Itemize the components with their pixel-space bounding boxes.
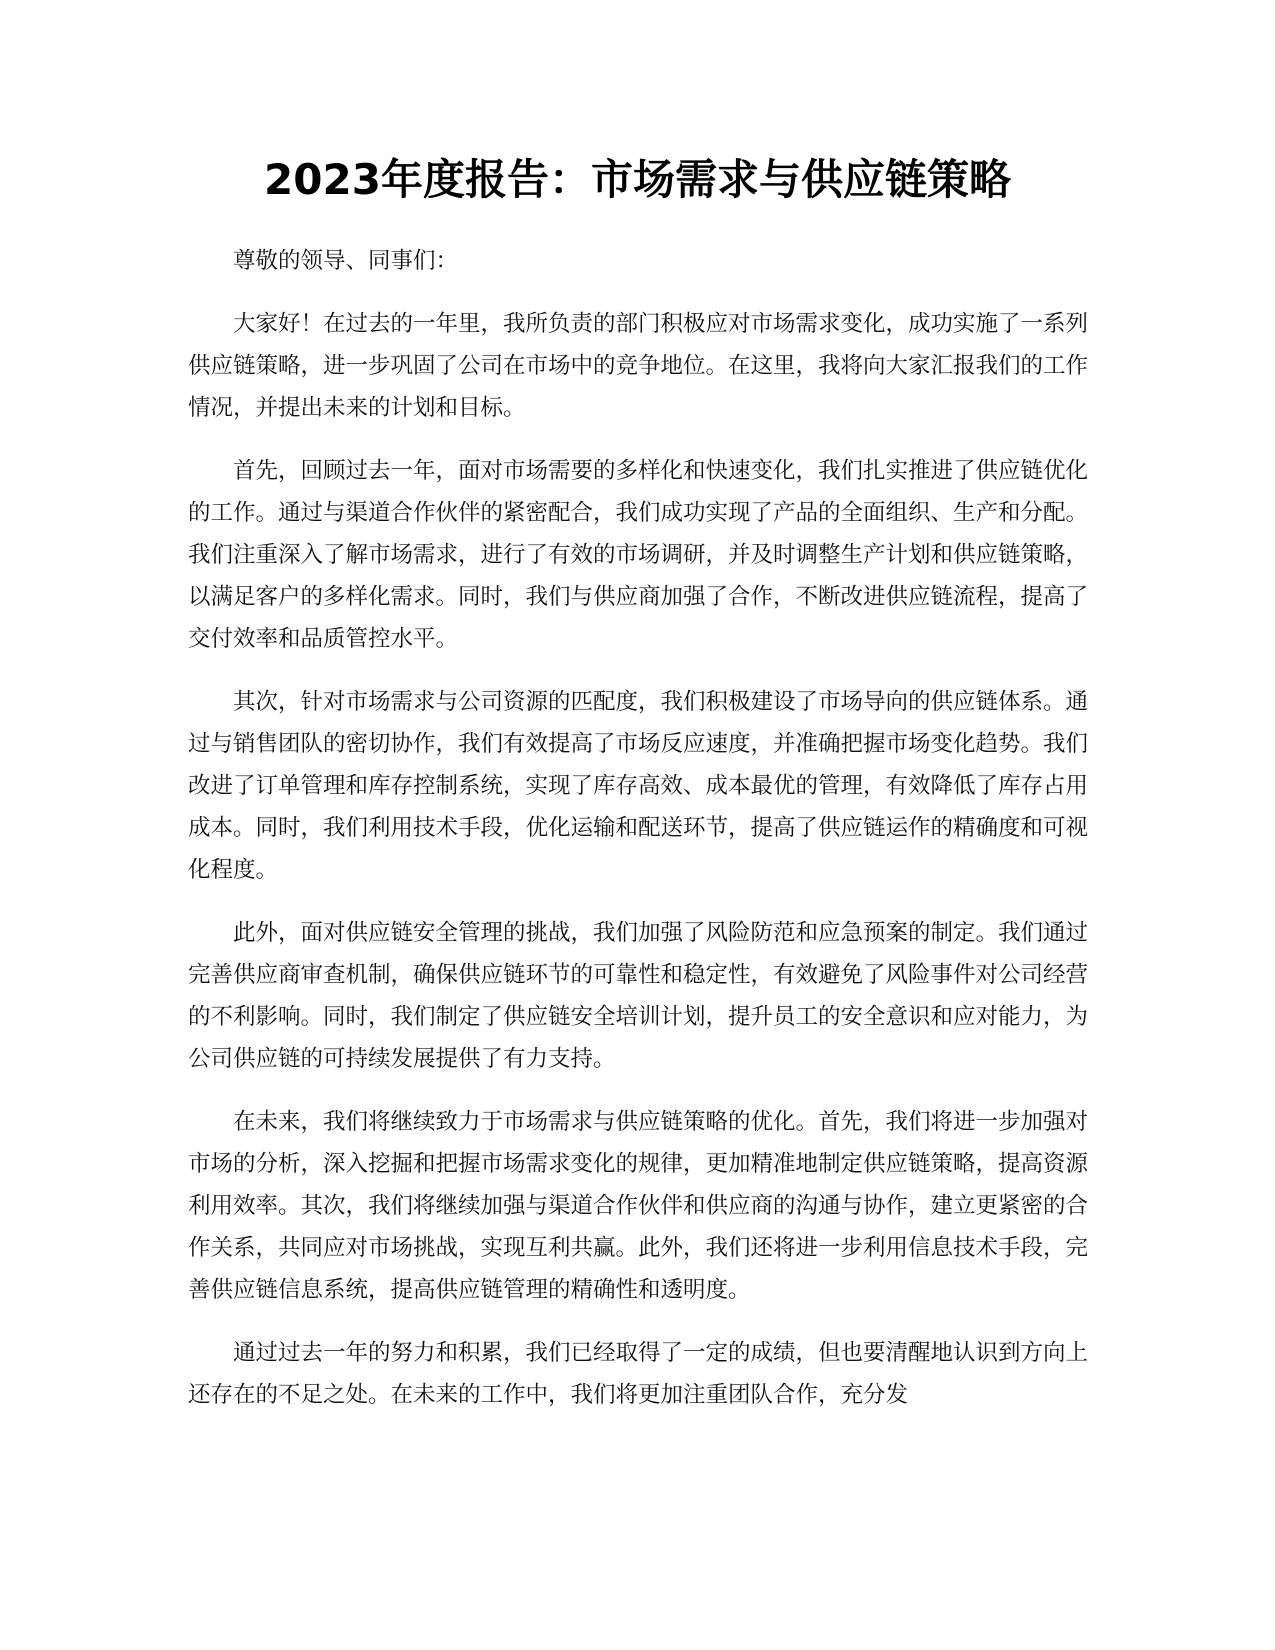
document-title: 2023年度报告：市场需求与供应链策略 xyxy=(264,155,1011,204)
salutation: 尊敬的领导、同事们： xyxy=(233,248,459,274)
paragraph-intro: 大家好！在过去的一年里，我所负责的部门积极应对市场需求变化，成功实施了一系列供应链策略，进一步巩固了公司在市场中的竞争地位。在这里，我将向大家汇报我们的工作情况，并提出未来的计划和目标。 xyxy=(188,311,1089,421)
paragraph-future-plans: 在未来，我们将继续致力于市场需求与供应链策略的优化。首先，我们将进一步加强对市场的分析，深入挖掘和把握市场需求变化的规律，更加精准地制定供应链策略，提高资源利用效率。其次，我们将继续加强与渠道合作伙伴和供应商的沟通与协作，建立更紧密的合作关系，共同应对市场挑战，实现互利共赢。此外，我们还将进一步利用信息技术手段，完善供应链信息系统，提高供应链管理的精确性和透明度。 xyxy=(188,1109,1089,1303)
paragraph-conclusion: 通过过去一年的努力和积累，我们已经取得了一定的成绩，但也要清醒地认识到方向上还存在的不足之处。在未来的工作中，我们将更加注重团队合作，充分发 xyxy=(188,1340,1089,1408)
paragraph-market-oriented-supply-chain: 其次，针对市场需求与公司资源的匹配度，我们积极建设了市场导向的供应链体系。通过与销售团队的密切协作，我们有效提高了市场反应速度，并准确把握市场变化趋势。我们改进了订单管理和库存控制系统，实现了库存高效、成本最优的管理，有效降低了库存占用成本。同时，我们利用技术手段，优化运输和配送环节，提高了供应链运作的精确度和可视化程度。 xyxy=(188,689,1089,883)
paragraph-review: 首先，回顾过去一年，面对市场需要的多样化和快速变化，我们扎实推进了供应链优化的工作。通过与渠道合作伙伴的紧密配合，我们成功实现了产品的全面组织、生产和分配。我们注重深入了解市场需求，进行了有效的市场调研，并及时调整生产计划和供应链策略，以满足客户的多样化需求。同时，我们与供应商加强了合作，不断改进供应链流程，提高了交付效率和品质管控水平。 xyxy=(188,458,1089,652)
document-body xyxy=(188,240,1088,1437)
paragraph-supply-chain-security: 此外，面对供应链安全管理的挑战，我们加强了风险防范和应急预案的制定。我们通过完善供应商审查机制，确保供应链环节的可靠性和稳定性，有效避免了风险事件对公司经营的不利影响。同时，我们制定了供应链安全培训计划，提升员工的安全意识和应对能力，为公司供应链的可持续发展提供了有力支持。 xyxy=(188,920,1089,1072)
